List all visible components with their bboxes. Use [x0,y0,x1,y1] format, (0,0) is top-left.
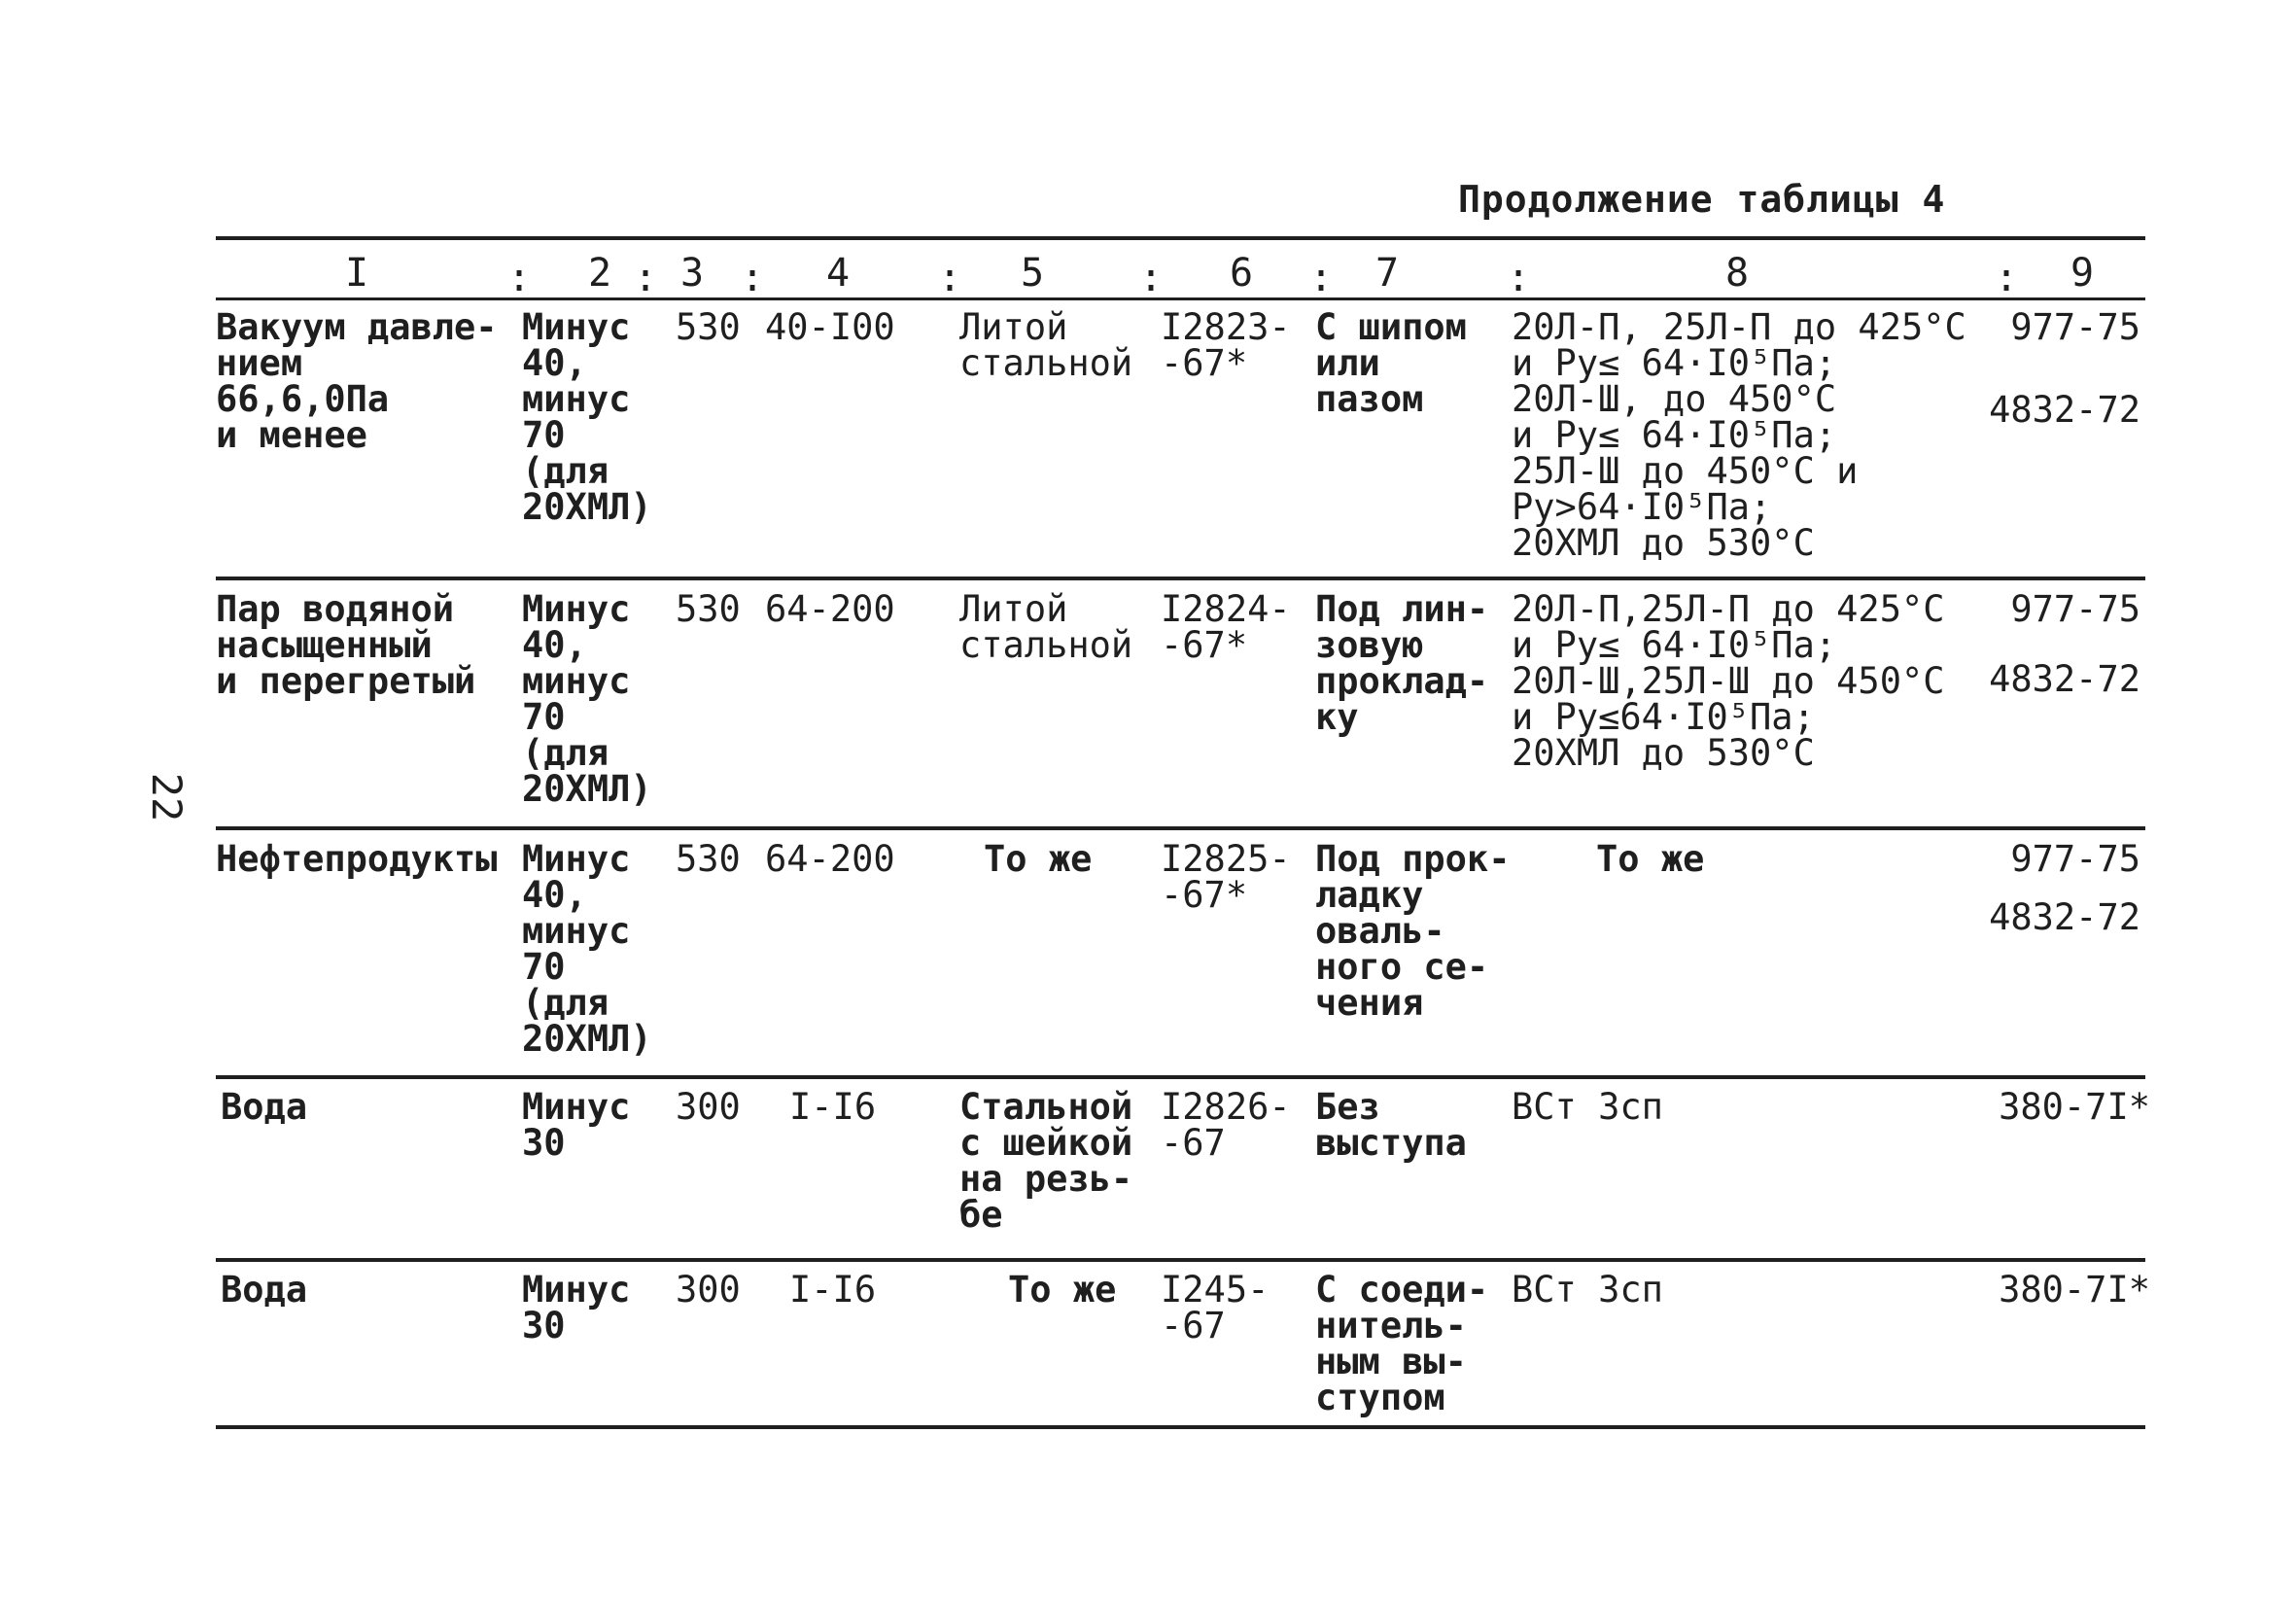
row-4-temp-min: Минус 30 [522,1086,631,1164]
header-separator: : [634,256,658,300]
header-separator: : [1139,256,1164,300]
row-5-medium: Вода [221,1269,308,1311]
row-2-pressure: 64-200 [765,588,895,630]
header-separator: : [741,256,765,300]
header-col-2: 2 [587,251,612,296]
row-3-material-gost-a: 977-75 [2010,838,2140,880]
row-3-temp-max: 530 [676,838,741,880]
row-5-gost: I245- -67 [1161,1269,1270,1346]
header-col-7: 7 [1374,251,1400,296]
header-col-1: I [344,251,369,296]
header-col-5: 5 [1020,251,1045,296]
row-2-temp-max: 530 [676,588,741,630]
row-2-temp-min: Минус 40, минус 70 (для 20ХМЛ) [522,588,652,810]
row-1-temp-max: 530 [676,306,741,348]
row-3-surface: Под прок- ладку оваль- ного се- чения [1315,838,1511,1024]
row-5-temp-min: Минус 30 [522,1269,631,1346]
header-col-8: 8 [1724,251,1750,296]
header-col-9: 9 [2070,251,2095,296]
header-rule [216,297,2145,300]
row-4-pressure: I-I6 [789,1086,877,1128]
row-1-material: 20Л-П, 25Л-П до 425°С и Ру≤ 64·I0⁵Па; 20Л-Ш, до 450°С и Ру≤ 64·I0⁵Па; 25Л-Ш до 450°С и Ру>64·I0⁵Па; 20ХМЛ до 530°С [1512,306,1966,564]
row-3-medium: Нефтепродукты [216,838,498,880]
header-separator: : [507,256,532,300]
header-separator: : [938,256,962,300]
row-1-medium: Вакуум давле- нием 66,6,0Па и менее [216,306,498,456]
header-col-4: 4 [825,251,851,296]
row-2-material: 20Л-П,25Л-П до 425°С и Ру≤ 64·I0⁵Па; 20Л-Ш,25Л-Ш до 450°С и Ру≤64·I0⁵Па; 20ХМЛ до 530°С [1512,588,1945,774]
row-rule [216,1258,2145,1262]
row-4-gost: I2826- -67 [1161,1086,1291,1164]
row-2-material-gost-a: 977-75 [2010,588,2140,630]
top-rule [216,236,2145,240]
page-number: 22 [143,772,191,822]
row-2-medium: Пар водяной насыщенный и перегретый [216,588,476,702]
row-1-type: Литой стальной [959,306,1133,384]
row-2-material-gost-b: 4832-72 [1989,658,2140,700]
header-separator: : [1995,256,2019,300]
row-2-gost: I2824- -67* [1161,588,1291,666]
row-rule [216,1075,2145,1079]
row-4-surface: Без выступа [1315,1086,1467,1164]
row-4-type: Стальной с шейкой на резь- бе [959,1086,1133,1236]
row-4-material: ВСт 3сп [1512,1086,1663,1128]
row-4-medium: Вода [221,1086,308,1128]
row-3-material: То же [1596,838,1705,880]
row-rule [216,577,2145,580]
row-5-temp-max: 300 [676,1269,741,1311]
row-1-temp-min: Минус 40, минус 70 (для 20ХМЛ) [522,306,652,528]
table-caption: Продолжение таблицы 4 [1458,178,1946,221]
row-3-type: То же [984,838,1093,880]
row-5-material-gost: 380-7I* [1999,1269,2150,1311]
row-3-gost: I2825- -67* [1161,838,1291,916]
row-1-pressure: 40-I00 [765,306,895,348]
row-2-type: Литой стальной [959,588,1133,666]
row-3-pressure: 64-200 [765,838,895,880]
header-separator: : [1309,256,1334,300]
row-2-surface: Под лин- зовую проклад- ку [1315,588,1489,738]
header-col-6: 6 [1229,251,1254,296]
row-5-pressure: I-I6 [789,1269,877,1311]
row-rule [216,826,2145,830]
row-4-material-gost: 380-7I* [1999,1086,2150,1128]
row-4-temp-max: 300 [676,1086,741,1128]
header-separator: : [1507,256,1531,300]
row-1-surface: С шипом или пазом [1315,306,1467,420]
row-3-temp-min: Минус 40, минус 70 (для 20ХМЛ) [522,838,652,1060]
bottom-rule [216,1425,2145,1429]
row-5-material: ВСт 3сп [1512,1269,1663,1311]
row-5-surface: С соеди- нитель- ным вы- ступом [1315,1269,1489,1418]
row-3-material-gost-b: 4832-72 [1989,896,2140,938]
row-1-material-gost-a: 977-75 [2010,306,2140,348]
row-1-gost: I2823- -67* [1161,306,1291,384]
header-col-3: 3 [679,251,705,296]
row-1-material-gost-b: 4832-72 [1989,389,2140,431]
row-5-type: То же [1008,1269,1117,1311]
